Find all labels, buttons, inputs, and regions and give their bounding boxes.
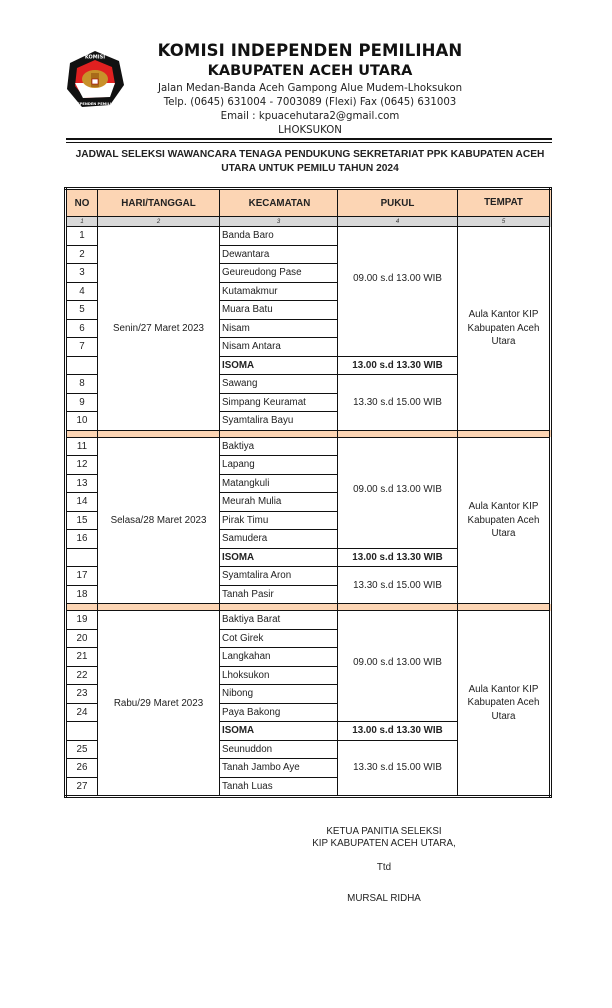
row-number-empty <box>66 722 98 741</box>
kecamatan: Tanah Pasir <box>220 585 338 604</box>
kecamatan: Nisam Antara <box>220 338 338 357</box>
row-number: 4 <box>66 282 98 301</box>
kecamatan: Banda Baro <box>220 227 338 246</box>
row-number: 20 <box>66 629 98 648</box>
signature-signed: Ttd <box>376 862 392 873</box>
row-number: 21 <box>66 648 98 667</box>
row-number: 12 <box>66 456 98 475</box>
logo-ring-top-text: KOMISI <box>84 54 106 61</box>
kecamatan: Langkahan <box>220 648 338 667</box>
index-1: 1 <box>66 217 98 227</box>
kecamatan: Sawang <box>220 375 338 394</box>
kecamatan: Tanah Luas <box>220 777 338 797</box>
row-number: 19 <box>66 611 98 630</box>
row-number: 6 <box>66 319 98 338</box>
schedule-body <box>66 227 551 797</box>
kecamatan: Nisam <box>220 319 338 338</box>
row-number: 24 <box>66 703 98 722</box>
row-number: 10 <box>66 412 98 431</box>
kecamatan: Paya Bakong <box>220 703 338 722</box>
row-number: 22 <box>66 666 98 685</box>
separator-cell <box>66 430 98 437</box>
row-number: 27 <box>66 777 98 797</box>
venue: Aula Kantor KIP Kabupaten Aceh Utara <box>458 227 551 431</box>
kecamatan: Syamtalira Bayu <box>220 412 338 431</box>
header-pukul: PUKUL <box>338 189 458 217</box>
row-number: 17 <box>66 567 98 586</box>
signature-role: KETUA PANITIA SELEKSI <box>326 826 442 837</box>
kecamatan: Tanah Jambo Aye <box>220 759 338 778</box>
kecamatan: Baktiya <box>220 437 338 456</box>
index-5: 5 <box>458 217 551 227</box>
group-separator-row <box>66 604 551 611</box>
separator-cell <box>98 604 220 611</box>
kecamatan: Dewantara <box>220 245 338 264</box>
separator-cell <box>338 430 458 437</box>
kecamatan: Pirak Timu <box>220 511 338 530</box>
row-number-empty <box>66 356 98 375</box>
row-number: 3 <box>66 264 98 283</box>
kpu-logo <box>64 49 126 111</box>
row-number: 7 <box>66 338 98 357</box>
row-number: 1 <box>66 227 98 246</box>
separator-cell <box>220 604 338 611</box>
break-time: 13.00 s.d 13.30 WIB <box>338 356 458 375</box>
kecamatan: Muara Batu <box>220 301 338 320</box>
afternoon-time: 13.30 s.d 15.00 WIB <box>338 740 458 797</box>
header-tempat: TEMPAT <box>458 189 551 217</box>
kecamatan: Lapang <box>220 456 338 475</box>
separator-cell <box>458 430 551 437</box>
letterhead-divider-thick <box>66 138 552 140</box>
separator-cell <box>458 604 551 611</box>
index-4: 4 <box>338 217 458 227</box>
separator-cell <box>66 604 98 611</box>
kpu-garuda-emblem-icon <box>64 49 126 111</box>
kecamatan: Geureudong Pase <box>220 264 338 283</box>
venue: Aula Kantor KIP Kabupaten Aceh Utara <box>458 611 551 797</box>
kecamatan: Samudera <box>220 530 338 549</box>
kecamatan: Seunuddon <box>220 740 338 759</box>
row-number: 25 <box>66 740 98 759</box>
separator-cell <box>98 430 220 437</box>
document-title-line2: UTARA UNTUK PEMILU TAHUN 2024 <box>221 163 399 174</box>
letterhead-divider-thin <box>66 142 552 143</box>
row-number: 2 <box>66 245 98 264</box>
kecamatan: Meurah Mulia <box>220 493 338 512</box>
row-number: 26 <box>66 759 98 778</box>
schedule-table <box>64 187 552 798</box>
city: LHOKSUKON <box>278 125 342 136</box>
group-separator-row <box>66 430 551 437</box>
org-region: KABUPATEN ACEH UTARA <box>207 63 413 79</box>
kecamatan: Lhoksukon <box>220 666 338 685</box>
row-number: 8 <box>66 375 98 394</box>
row-number: 5 <box>66 301 98 320</box>
break-time: 13.00 s.d 13.30 WIB <box>338 548 458 567</box>
logo-ring-bottom-text: INDEPENDEN PEMILIHAN <box>69 102 121 106</box>
morning-time: 09.00 s.d 13.00 WIB <box>338 437 458 548</box>
kecamatan: Matangkuli <box>220 474 338 493</box>
kecamatan: Baktiya Barat <box>220 611 338 630</box>
separator-cell <box>220 430 338 437</box>
table-row <box>66 611 551 630</box>
table-row <box>66 437 551 456</box>
header-no: NO <box>66 189 98 217</box>
email: Email : kpuacehutara2@gmail.com <box>220 111 400 122</box>
kecamatan: Syamtalira Aron <box>220 567 338 586</box>
document-title <box>60 148 560 176</box>
row-number: 23 <box>66 685 98 704</box>
row-number: 13 <box>66 474 98 493</box>
break-label: ISOMA <box>220 548 338 567</box>
table-header-row <box>66 189 551 217</box>
kecamatan: Kutamakmur <box>220 282 338 301</box>
break-label: ISOMA <box>220 722 338 741</box>
signature-institution: KIP KABUPATEN ACEH UTARA, <box>312 838 456 849</box>
day-date: Rabu/29 Maret 2023 <box>98 611 220 797</box>
header-day: HARI/TANGGAL <box>98 189 220 217</box>
table-row <box>66 227 551 246</box>
day-date: Selasa/28 Maret 2023 <box>98 437 220 604</box>
header-kecamatan: KECAMATAN <box>220 189 338 217</box>
day-date: Senin/27 Maret 2023 <box>98 227 220 431</box>
index-3: 3 <box>220 217 338 227</box>
document-title-line1: JADWAL SELEKSI WAWANCARA TENAGA PENDUKUNG SEKRETARIAT PPK KABUPATEN ACEH <box>75 149 545 160</box>
row-number: 18 <box>66 585 98 604</box>
venue: Aula Kantor KIP Kabupaten Aceh Utara <box>458 437 551 604</box>
table-index-row <box>66 217 551 227</box>
afternoon-time: 13.30 s.d 15.00 WIB <box>338 567 458 604</box>
kecamatan: Nibong <box>220 685 338 704</box>
address: Jalan Medan-Banda Aceh Gampong Alue Mudem-Lhoksukon <box>157 83 463 94</box>
break-time: 13.00 s.d 13.30 WIB <box>338 722 458 741</box>
afternoon-time: 13.30 s.d 15.00 WIB <box>338 375 458 431</box>
index-2: 2 <box>98 217 220 227</box>
row-number: 9 <box>66 393 98 412</box>
separator-cell <box>338 604 458 611</box>
morning-time: 09.00 s.d 13.00 WIB <box>338 611 458 722</box>
kecamatan: Cot Girek <box>220 629 338 648</box>
kecamatan: Simpang Keuramat <box>220 393 338 412</box>
morning-time: 09.00 s.d 13.00 WIB <box>338 227 458 357</box>
break-label: ISOMA <box>220 356 338 375</box>
org-name: KOMISI INDEPENDEN PEMILIHAN <box>157 41 463 60</box>
row-number-empty <box>66 548 98 567</box>
row-number: 11 <box>66 437 98 456</box>
signature-name: MURSAL RIDHA <box>347 893 421 904</box>
row-number: 14 <box>66 493 98 512</box>
row-number: 16 <box>66 530 98 549</box>
phone: Telp. (0645) 631004 - 7003089 (Flexi) Fax (0645) 631003 <box>163 97 457 108</box>
row-number: 15 <box>66 511 98 530</box>
